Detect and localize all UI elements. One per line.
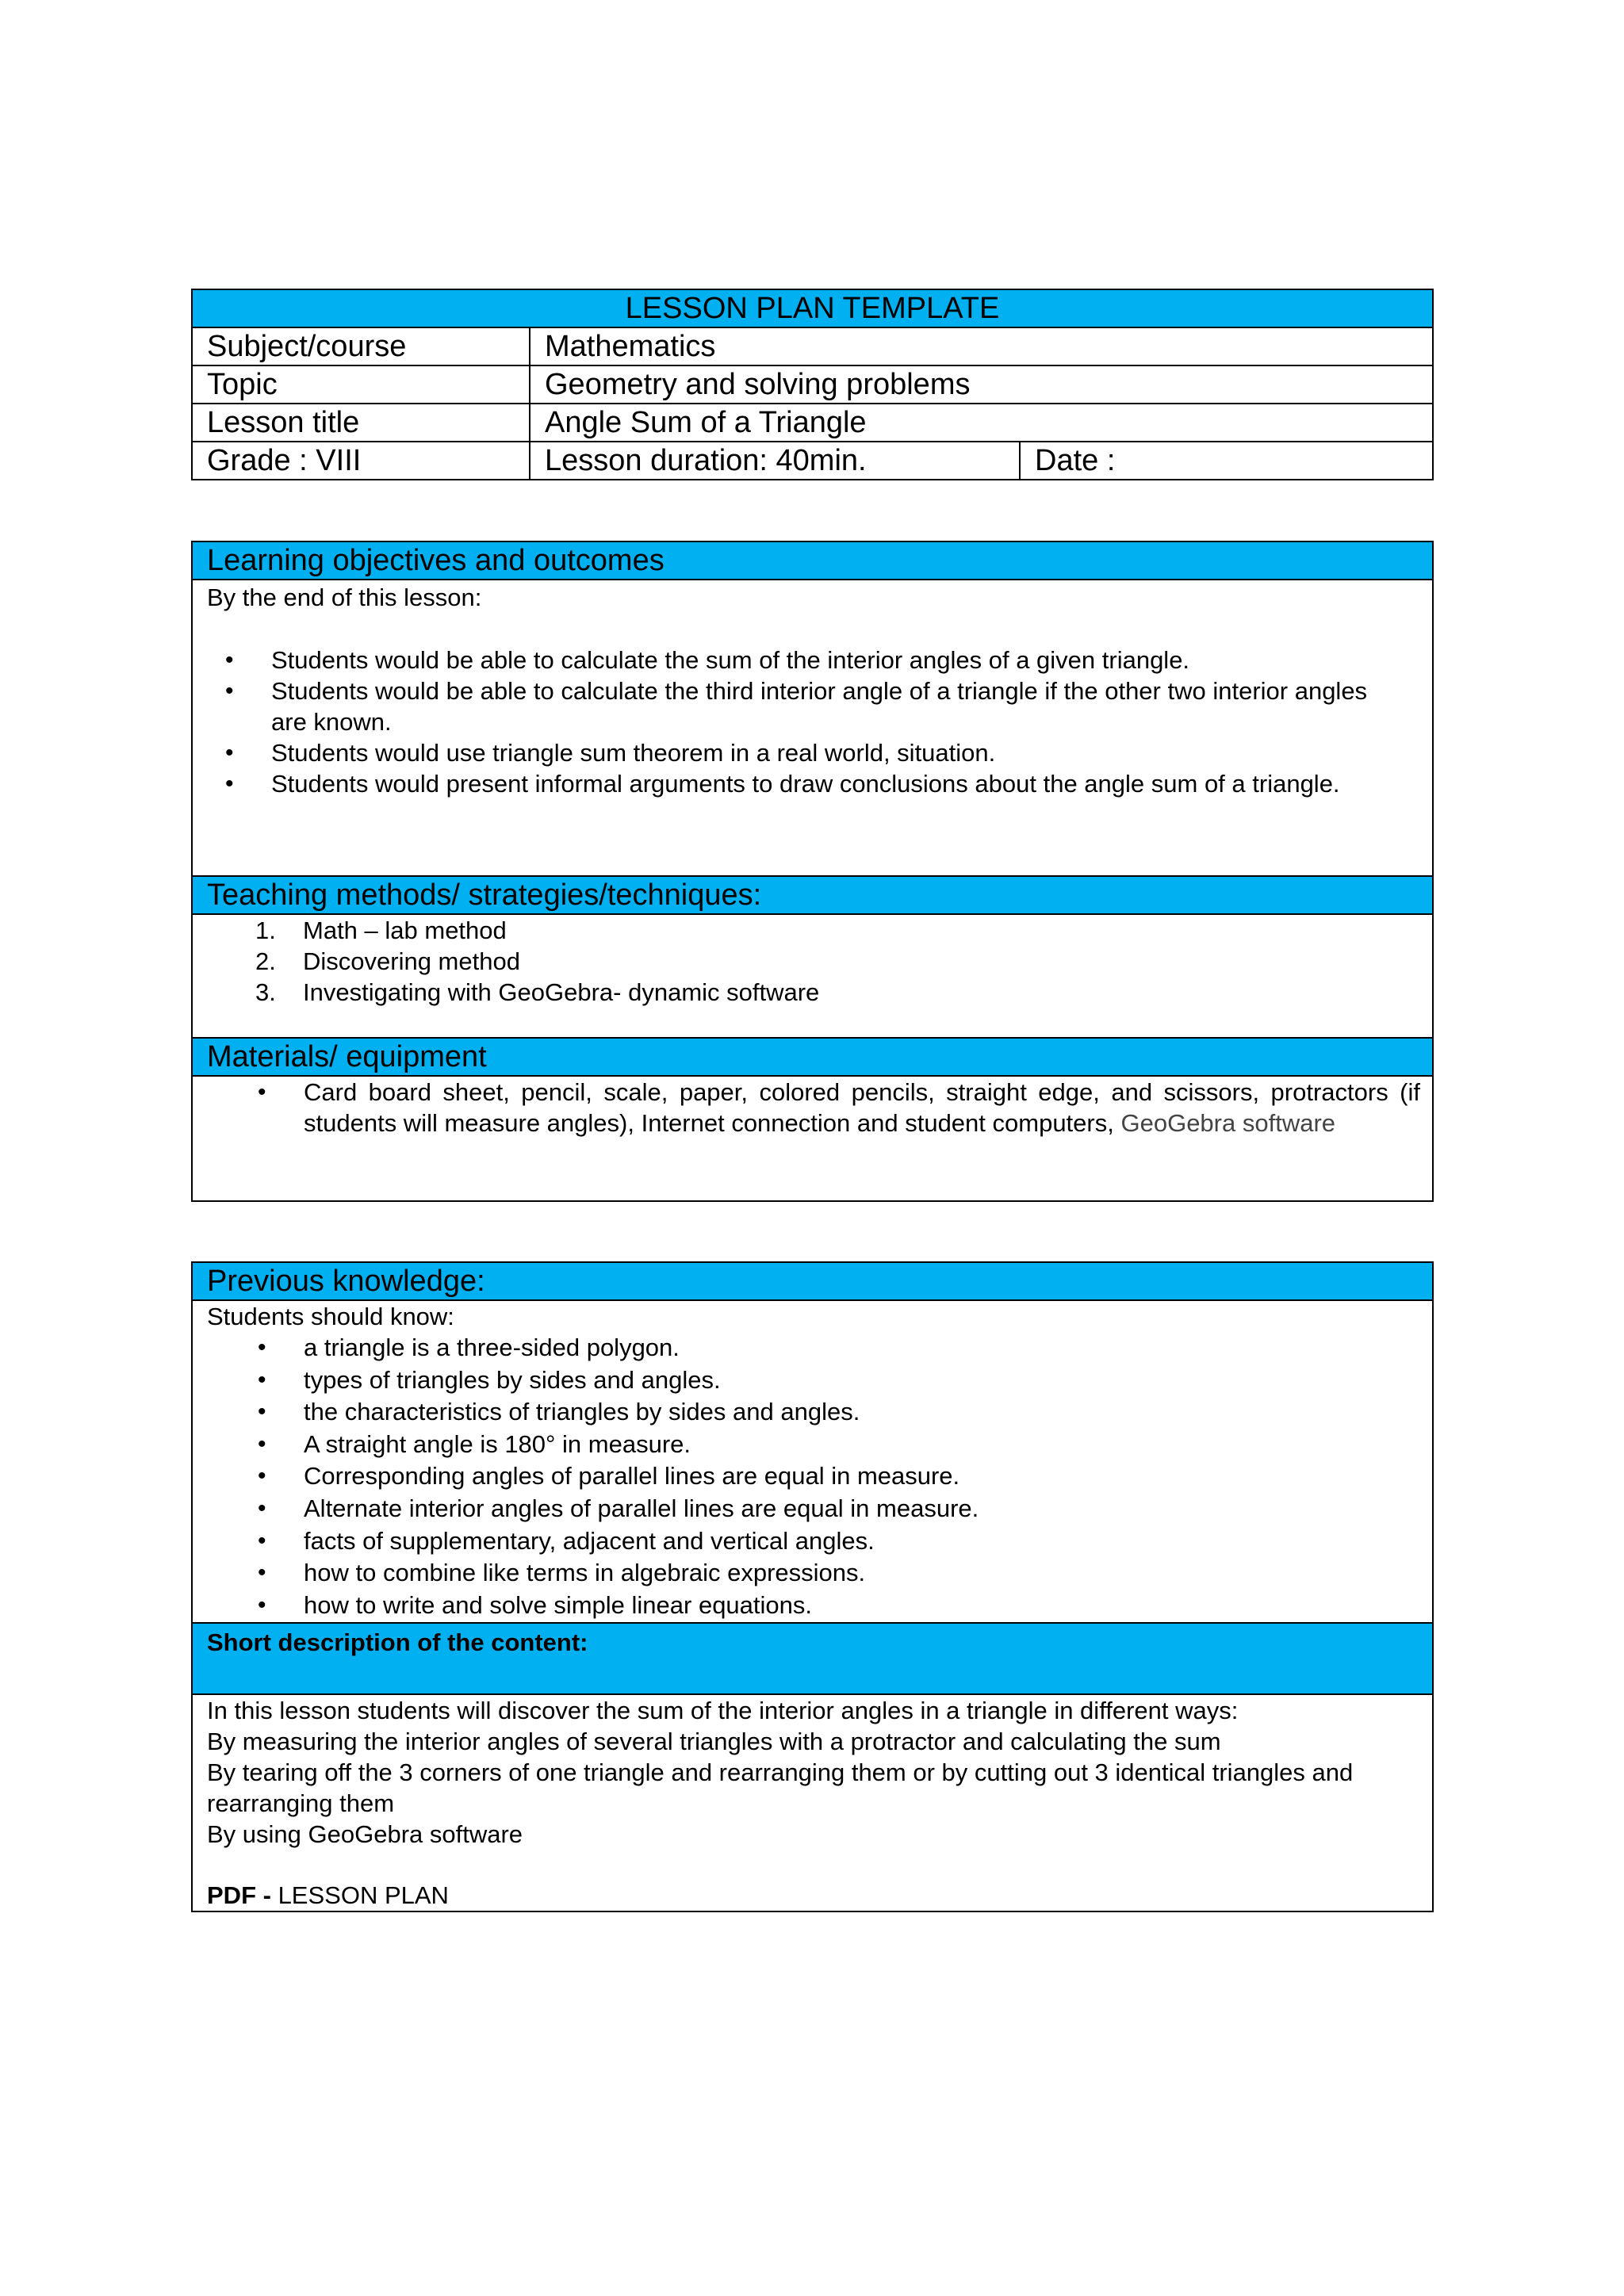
method-item	[255, 977, 1432, 1008]
header-row-topic	[193, 366, 1432, 404]
header-title-row	[193, 290, 1432, 328]
topic-value: Geometry and solving problems	[545, 368, 971, 401]
previous-item: • how to combine like terms in algebraic expressions.	[304, 1557, 1432, 1590]
date-cell: Date :	[1035, 444, 1116, 477]
previous-item: • Alternate interior angles of parallel lines are equal in measure.	[304, 1493, 1432, 1525]
previous-item: • how to write and solve simple linear equations.	[304, 1590, 1432, 1622]
materials-software: GeoGebra software	[1120, 1109, 1336, 1137]
methods-section	[191, 875, 1434, 1039]
description-heading-bar	[193, 1624, 1432, 1695]
previous-item: • a triangle is a three-sided polygon.	[304, 1332, 1432, 1364]
objective-item: • Students would be able to calculate the third interior angle of a triangle if the other two interior angles are known.	[271, 675, 1389, 737]
methods-heading: Teaching methods/ strategies/techniques:	[207, 878, 762, 912]
subject-label: Subject/course	[193, 328, 530, 365]
objectives-heading-bar	[193, 542, 1432, 580]
header-row-grade	[193, 442, 1432, 480]
methods-heading-bar	[193, 877, 1432, 915]
previous-intro: Students should know:	[207, 1303, 454, 1330]
previous-heading-bar	[193, 1263, 1432, 1301]
footer-bold: PDF -	[207, 1881, 271, 1909]
header-row-lesson-title	[193, 404, 1432, 442]
description-line: By using GeoGebra software	[207, 1820, 523, 1848]
header-title: LESSON PLAN TEMPLATE	[625, 292, 1000, 325]
description-heading: Short description of the content:	[207, 1628, 588, 1656]
objective-item: • Students would present informal arguments to draw conclusions about the angle sum of a triangle.	[271, 768, 1389, 799]
objective-item: • Students would be able to calculate the sum of the interior angles of a given triangle.	[271, 645, 1389, 675]
previous-knowledge-section	[191, 1261, 1434, 1624]
previous-item: • Corresponding angles of parallel lines are equal in measure.	[304, 1460, 1432, 1493]
materials-text: Card board sheet, pencil, scale, paper, colored pencils, straight edge, and scissors, protractors (if students will measure angles), Internet connection and student computers,	[304, 1078, 1420, 1137]
topic-label: Topic	[193, 366, 530, 403]
duration-cell: Lesson duration: 40min.	[530, 442, 1021, 480]
objective-item: • Students would use triangle sum theorem in a real world, situation.	[271, 737, 1389, 768]
materials-heading-bar	[193, 1039, 1432, 1077]
description-section	[191, 1622, 1434, 1912]
lesson-title-value: Angle Sum of a Triangle	[545, 406, 867, 439]
method-number: 3.	[255, 978, 276, 1006]
method-text: Math – lab method	[303, 916, 507, 944]
method-text: Discovering method	[303, 947, 520, 975]
method-item	[255, 946, 1432, 977]
previous-heading: Previous knowledge:	[207, 1265, 485, 1298]
materials-heading: Materials/ equipment	[207, 1040, 487, 1073]
materials-section	[191, 1037, 1434, 1202]
method-number: 2.	[255, 947, 276, 975]
objectives-heading: Learning objectives and outcomes	[207, 544, 665, 577]
previous-item: • types of triangles by sides and angles.	[304, 1364, 1432, 1397]
footer-text: LESSON PLAN	[278, 1881, 449, 1909]
method-number: 1.	[255, 916, 276, 944]
description-line: By tearing off the 3 corners of one triangle and rearranging them or by cutting out 3 identical triangles and rearranging them	[207, 1758, 1354, 1817]
materials-item	[304, 1077, 1420, 1138]
previous-item: • the characteristics of triangles by sides and angles.	[304, 1396, 1432, 1429]
description-line: By measuring the interior angles of several triangles with a protractor and calculating the sum	[207, 1728, 1221, 1755]
lesson-title-label: Lesson title	[193, 404, 530, 441]
header-row-subject	[193, 328, 1432, 366]
description-footer	[207, 1880, 1408, 1911]
objectives-section	[191, 541, 1434, 877]
description-line: In this lesson students will discover the sum of the interior angles in a triangle in different ways:	[207, 1697, 1239, 1724]
method-item	[255, 915, 1432, 946]
lesson-plan-header-table	[191, 289, 1434, 480]
previous-item: • facts of supplementary, adjacent and vertical angles.	[304, 1525, 1432, 1558]
method-text: Investigating with GeoGebra- dynamic software	[303, 978, 820, 1006]
subject-value: Mathematics	[545, 330, 716, 363]
objectives-intro: By the end of this lesson:	[207, 584, 482, 611]
grade-cell: Grade : VIII	[193, 442, 530, 480]
previous-item: • A straight angle is 180° in measure.	[304, 1429, 1432, 1461]
